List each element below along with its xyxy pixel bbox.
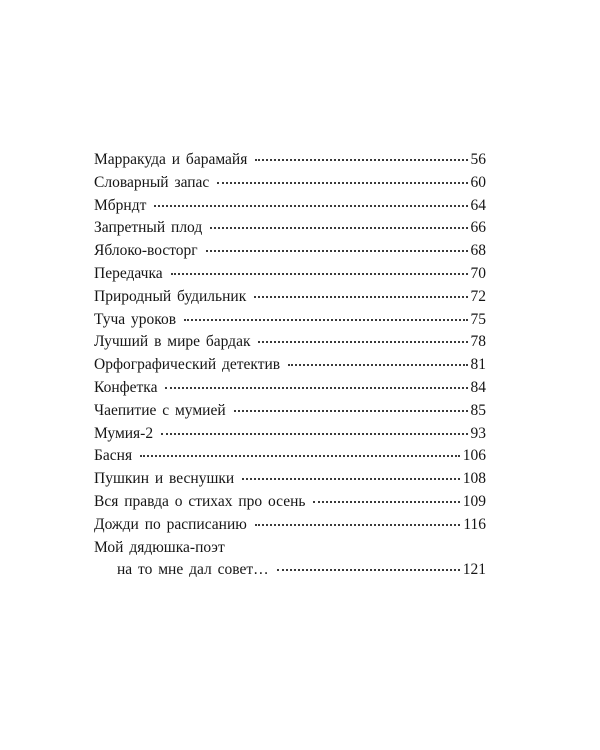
toc-entry-page: 81 — [470, 356, 486, 374]
toc-entry-title: Орфографический детектив — [94, 356, 281, 374]
toc-entry-title: Конфетка — [94, 378, 158, 396]
toc-entry — [94, 354, 486, 377]
toc-entry-page: 84 — [470, 378, 486, 396]
toc-entry-title: Передачка — [94, 264, 163, 282]
toc-entry-title: Дожди по расписанию — [94, 515, 247, 533]
toc-entry-title: Мумия-2 — [94, 424, 154, 442]
toc-entry-title: Чаепитие с мумией — [94, 401, 226, 419]
toc-entry — [94, 514, 486, 537]
dot-leader — [258, 341, 467, 343]
toc-entry-page: 68 — [470, 242, 486, 260]
toc-entry-page: 116 — [463, 515, 486, 533]
dot-leader — [140, 455, 460, 457]
toc-entry — [94, 240, 486, 263]
toc-entry-page: 64 — [470, 196, 486, 214]
toc-entry-title: Туча уроков — [94, 310, 177, 328]
dot-leader — [210, 227, 467, 229]
dot-leader — [255, 159, 467, 161]
toc-entry — [94, 377, 486, 400]
toc-entry — [94, 331, 486, 354]
toc-entry-title: Пушкин и веснушки — [94, 470, 235, 488]
toc-entry — [94, 263, 486, 286]
dot-leader — [217, 182, 467, 184]
toc-entry — [94, 217, 486, 240]
toc-entry-title: Мбрндт — [94, 196, 147, 214]
dot-leader — [254, 296, 467, 298]
toc-entry-page: 93 — [470, 424, 486, 442]
toc-entry — [94, 445, 486, 468]
toc-entry-page: 75 — [470, 310, 486, 328]
toc-entry-title-line2: на то мне дал совет… — [117, 561, 269, 579]
dot-leader — [165, 387, 467, 389]
toc-entry-page: 60 — [470, 173, 486, 191]
dot-leader — [234, 410, 468, 412]
toc-entry — [94, 468, 486, 491]
toc-entry-multiline-second — [94, 559, 486, 582]
toc-entry-multiline-first — [94, 537, 486, 560]
toc-entry-page: 72 — [470, 287, 486, 305]
dot-leader — [288, 364, 467, 366]
toc-entry-page: 66 — [470, 219, 486, 237]
toc-entry-page: 109 — [462, 492, 486, 510]
toc-entry-title: Басня — [94, 447, 133, 465]
toc-entry-page: 108 — [462, 470, 486, 488]
table-of-contents — [94, 149, 486, 582]
dot-leader — [161, 433, 467, 435]
toc-entry-title: Лучший в мире бардак — [94, 333, 251, 351]
toc-entry-title: Яблоко-восторг — [94, 242, 198, 260]
dot-leader — [277, 569, 460, 571]
dot-leader — [206, 250, 468, 252]
toc-entry — [94, 423, 486, 446]
toc-entry-title: Вся правда о стихах про осень — [94, 492, 306, 510]
toc-entry-title-line1: Мой дядюшка-поэт — [94, 538, 225, 556]
toc-entry — [94, 149, 486, 172]
toc-entry-title: Запретный плод — [94, 219, 203, 237]
dot-leader — [171, 273, 468, 275]
toc-entry — [94, 400, 486, 423]
toc-entry-title: Словарный запас — [94, 173, 210, 191]
toc-entry-page: 85 — [470, 401, 486, 419]
toc-entry-title: Марракуда и барамайя — [94, 151, 248, 168]
dot-leader — [184, 319, 467, 321]
dot-leader — [154, 205, 467, 207]
toc-entry-page: 56 — [470, 151, 486, 168]
dot-leader — [255, 524, 460, 526]
toc-entry-title: Природный будильник — [94, 287, 247, 305]
toc-entry-page: 121 — [462, 561, 486, 579]
toc-entry — [94, 286, 486, 309]
toc-entry — [94, 491, 486, 514]
toc-entry-page: 106 — [462, 447, 486, 465]
toc-entry-page: 70 — [470, 264, 486, 282]
dot-leader — [242, 478, 460, 480]
toc-entry-page: 78 — [470, 333, 486, 351]
toc-entry — [94, 195, 486, 218]
toc-entry — [94, 309, 486, 332]
dot-leader — [313, 501, 459, 503]
toc-entry — [94, 172, 486, 195]
